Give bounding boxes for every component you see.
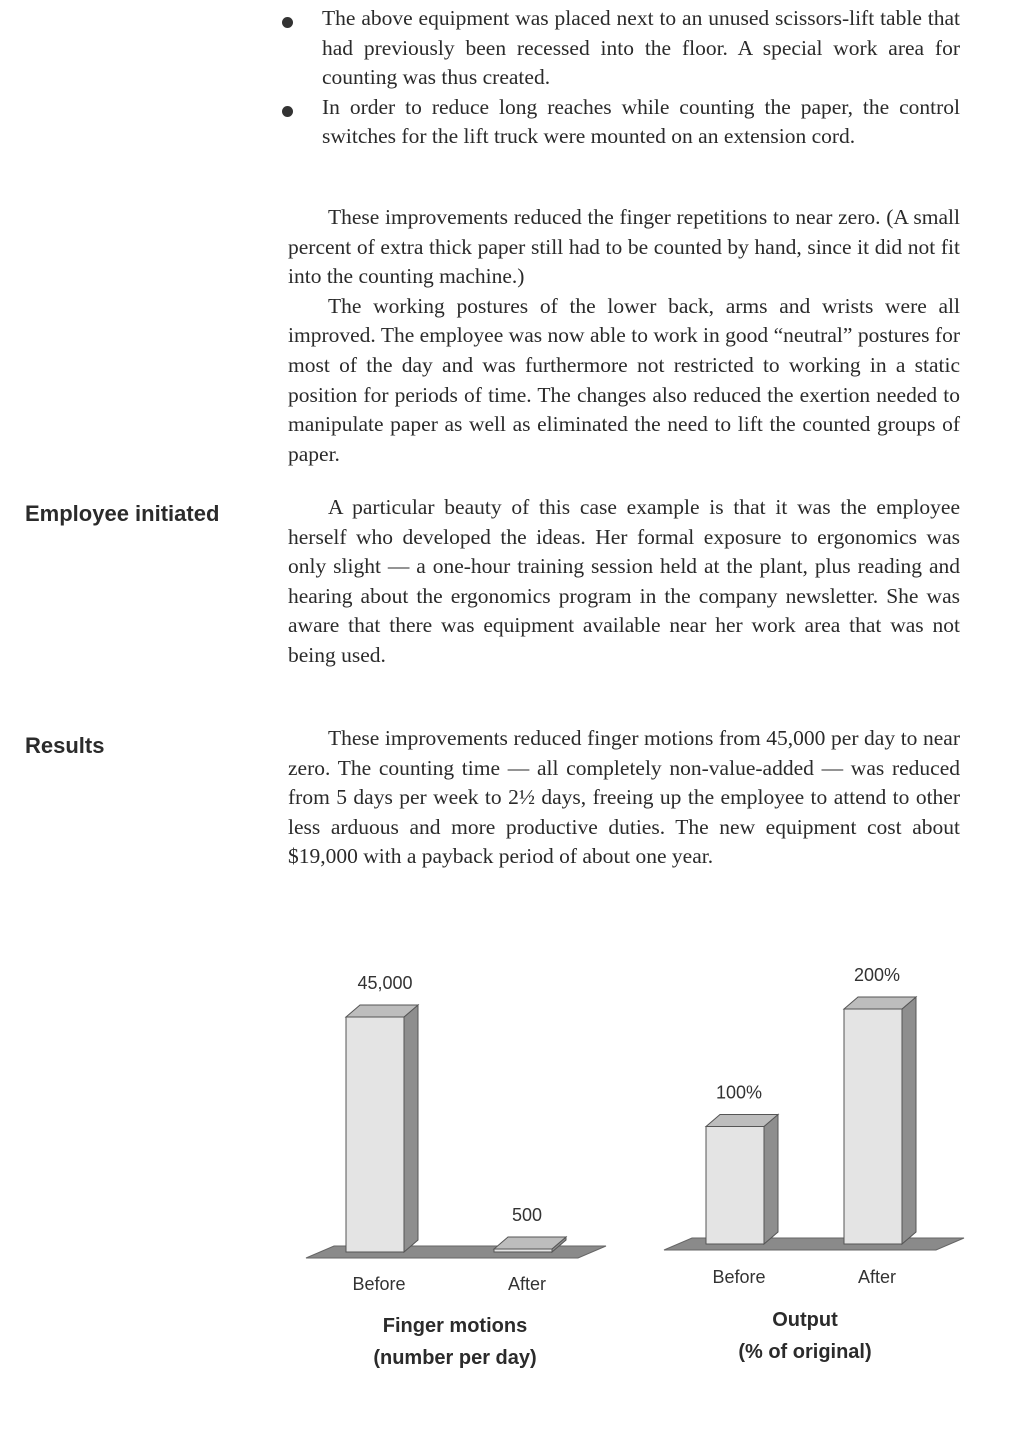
bullet-item — [280, 93, 960, 152]
paragraph-finger-repetitions: These improvements reduced the finger repetitions to near zero. (A small percent of extra thick paper still had to be counted by hand, since it did not fit into the counting machine.) — [288, 205, 960, 289]
side-label-employee-initiated: Employee initiated — [25, 501, 220, 526]
bar-top — [844, 997, 916, 1009]
chart-title-line2: (% of original) — [738, 1341, 872, 1363]
body-block-3 — [288, 724, 960, 872]
bar-side — [902, 997, 916, 1244]
bar-top — [706, 1115, 778, 1127]
paragraph-results: These improvements reduced finger motions from 45,000 per day to near zero. The counting time — all completely non-value-added — was reduced from 5 days per week to 2½ days, freeing up the employee to attend to other less arduous and more productive duties. The new equipment cost about $19,000 with a payback period of about one year. — [288, 726, 960, 869]
category-tick-label: After — [857, 1267, 897, 1287]
category-tick-label: Before — [712, 1267, 766, 1287]
bar-side — [764, 1115, 778, 1245]
bar-front — [494, 1249, 552, 1252]
paragraph-working-postures: The working postures of the lower back, arms and wrists were all improved. The employee was now able to work in good “neutral” postures for most of the day and was furthermore not restricted to working in a static position for periods of time. The changes also reduced the exertion needed to manipulate paper as well as eliminated the need to lift the counted groups of paper. — [288, 293, 960, 466]
chart-floor — [306, 1246, 606, 1258]
bullet-text: In order to reduce long reaches while counting the paper, the control switches for the lift truck were mounted on an extension cord. — [322, 94, 960, 149]
category-tick-label: Before — [352, 1274, 406, 1294]
bar-data-label: 45,000 — [357, 973, 413, 993]
bullet-dot-icon — [282, 17, 293, 28]
bar-front — [346, 1017, 404, 1252]
bar-side — [404, 1005, 418, 1252]
body-block-2 — [288, 493, 960, 671]
chart-title-line1: Output — [772, 1309, 838, 1331]
chart-title-line2: (number per day) — [373, 1347, 537, 1369]
bar-top — [346, 1005, 418, 1017]
bar-data-label: 200% — [853, 965, 901, 985]
bullet-list — [280, 4, 960, 152]
bullet-text: The above equipment was placed next to an unused scissors-lift table that had previously been recessed into the floor. A special work area for counting was thus created. — [322, 6, 960, 90]
bullet-item — [280, 4, 960, 93]
bullet-dot-icon — [282, 106, 293, 117]
chart-caption-output — [680, 1304, 930, 1368]
chart-title-line1: Finger motions — [382, 1315, 528, 1337]
bar-data-label: 500 — [511, 1205, 543, 1225]
bar-data-label: 100% — [715, 1082, 763, 1103]
side-label-results: Results — [25, 733, 105, 758]
paragraph-employee-initiated: A particular beauty of this case example is that it was the employee herself who developed the ideas. Her formal exposure to ergonomics was only slight — a one-hour training session held at the plant, plus reading and hearing about the ergonomics program in the company newsletter. She was aware that there was equipment available near her work area that was not being used. — [288, 495, 960, 667]
bar-front — [706, 1127, 764, 1245]
bar-top — [494, 1237, 566, 1249]
body-block-1 — [288, 203, 960, 469]
chart-caption-finger-motions — [330, 1310, 580, 1374]
bar-front — [844, 1009, 902, 1244]
bar-side — [552, 1237, 566, 1252]
category-tick-label: After — [507, 1274, 547, 1294]
chart-floor — [664, 1238, 964, 1250]
